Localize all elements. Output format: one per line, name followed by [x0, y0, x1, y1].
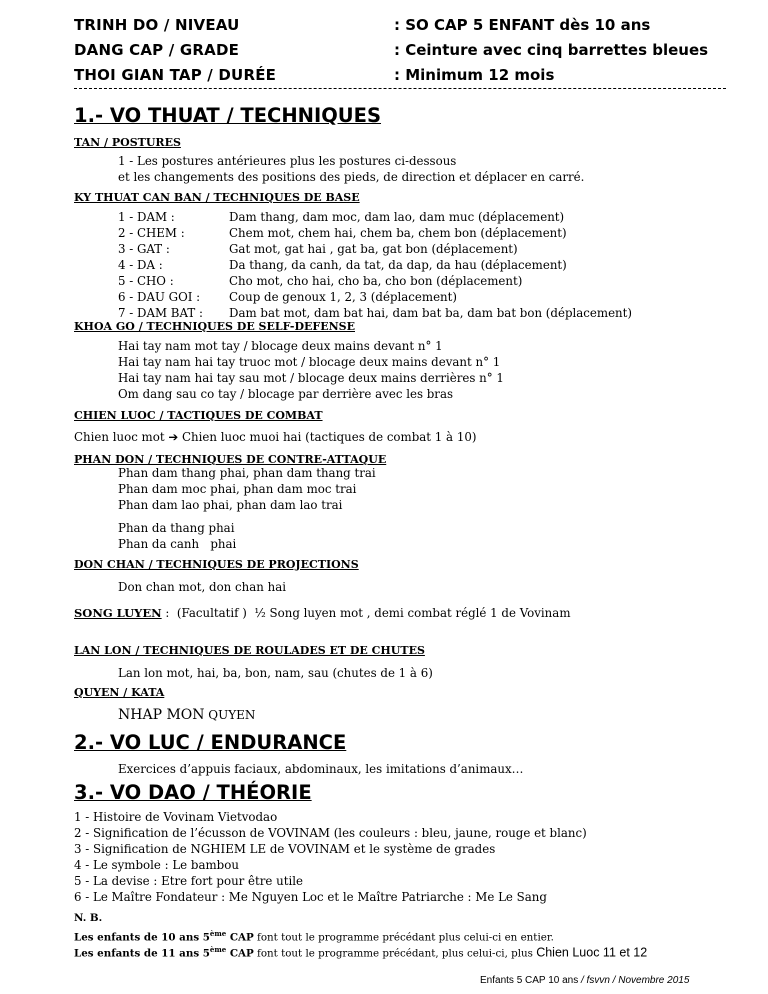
counter-attack-line: Phan da canh phai	[118, 537, 237, 551]
section-title-theory: 3.- VO DAO / THÉORIE	[74, 781, 312, 804]
combat-tactics-line	[74, 430, 476, 446]
technique-name: 4 - DA :	[118, 258, 163, 272]
nb-line-2	[74, 942, 647, 962]
theory-item: 6 - Le Maître Fondateur : Me Nguyen Loc et le Maître Patriarche : Me Le Sang	[74, 890, 547, 904]
self-defense-line: Om dang sau co tay / blocage par derrière avec les bras	[118, 387, 454, 401]
header-value-duration: : Minimum 12 mois	[394, 66, 555, 84]
song-luyen-heading: SONG LUYEN	[74, 606, 162, 620]
theory-item: 3 - Signification de NGHIEM LE de VOVINAM et le système de grades	[74, 842, 496, 856]
technique-name: 5 - CHO :	[118, 274, 174, 288]
nb-label: N. B.	[74, 912, 103, 924]
theory-item: 4 - Le symbole : Le bambou	[74, 858, 239, 872]
nb-line-1-lead: Les enfants de 10 ans 5	[74, 931, 210, 944]
song-luyen-text: : (Facultatif ) ½ Song luyen mot , demi combat réglé 1 de Vovinam	[161, 606, 571, 620]
theory-item: 2 - Signification de l’écusson de VOVINAM (les couleurs : bleu, jaune, rouge et blanc)	[74, 826, 587, 840]
technique-desc: Dam thang, dam moc, dam lao, dam muc (déplacement)	[229, 210, 565, 224]
nb-line-1-sup: ème	[209, 929, 227, 938]
header-label-grade: DANG CAP / GRADE	[74, 41, 240, 59]
footer-title: Enfants 5 CAP 10 ans	[480, 975, 579, 986]
technique-name: 2 - CHEM :	[118, 226, 185, 240]
header-value-level: : SO CAP 5 ENFANT dès 10 ans	[394, 16, 651, 34]
rolls-falls-line: Lan lon mot, hai, ba, bon, nam, sau (chutes de 1 à 6)	[118, 666, 433, 680]
technique-desc: Dam bat mot, dam bat hai, dam bat ba, dam bat bon (déplacement)	[229, 306, 633, 320]
projections-line: Don chan mot, don chan hai	[118, 580, 287, 594]
technique-name: 3 - GAT :	[118, 242, 170, 256]
postures-line-1: 1 - Les postures antérieures plus les postures ci-dessous	[118, 154, 457, 168]
postures-line-2: et les changements des positions des pieds, de direction et déplacer en carré.	[118, 170, 585, 184]
technique-name: 7 - DAM BAT :	[118, 306, 203, 320]
technique-name: 6 - DAU GOI :	[118, 290, 201, 304]
endurance-line: Exercices d’appuis faciaux, abdominaux, les imitations d’animaux…	[118, 762, 524, 776]
technique-desc: Gat mot, gat hai , gat ba, gat bon (déplacement)	[229, 242, 518, 256]
heading-self-defense: KHOA GO / TECHNIQUES DE SELF-DEFENSE	[74, 320, 355, 333]
kata-name: NHAP MON	[118, 707, 205, 723]
heading-combat-tactics: CHIEN LUOC / TACTIQUES DE COMBAT	[74, 409, 323, 422]
header-value-grade: : Ceinture avec cinq barrettes bleues	[394, 41, 709, 59]
heading-counter-attack: PHAN DON / TECHNIQUES DE CONTRE-ATTAQUE	[74, 453, 387, 466]
heading-rolls-falls: LAN LON / TECHNIQUES DE ROULADES ET DE CHUTES	[74, 644, 425, 657]
combat-tactics-start: Chien luoc mot	[74, 430, 165, 444]
heading-kata: QUYEN / KATA	[74, 686, 165, 699]
self-defense-line: Hai tay nam mot tay / blocage deux mains devant n° 1	[118, 339, 443, 353]
theory-item: 5 - La devise : Etre fort pour être utile	[74, 874, 304, 888]
technique-desc: Da thang, da canh, da tat, da dap, da hau (déplacement)	[229, 258, 567, 272]
nb-line-2-sup: ème	[209, 945, 227, 954]
nb-line-2-rest: font tout le programme précédant, plus celui-ci, plus	[253, 947, 537, 960]
arrow-right-icon: ➔	[168, 430, 179, 444]
section-title-techniques: 1.- VO THUAT / TECHNIQUES	[74, 104, 382, 127]
song-luyen-line	[74, 606, 571, 622]
kata-line	[118, 708, 255, 724]
heading-projections: DON CHAN / TECHNIQUES DE PROJECTIONS	[74, 558, 359, 571]
self-defense-line: Hai tay nam hai tay truoc mot / blocage deux mains devant n° 1	[118, 355, 501, 369]
counter-attack-line: Phan da thang phai	[118, 521, 235, 535]
heading-basic-techniques: KY THUAT CAN BAN / TECHNIQUES DE BASE	[74, 191, 360, 204]
theory-item: 1 - Histoire de Vovinam Vietvodao	[74, 810, 278, 824]
nb-line-2-emphasis: Chien Luoc 11 et 12	[536, 945, 648, 960]
counter-attack-line: Phan dam lao phai, phan dam lao trai	[118, 498, 343, 512]
counter-attack-line: Phan dam moc phai, phan dam moc trai	[118, 482, 357, 496]
header-label-duration: THOI GIAN TAP / DURÉE	[74, 66, 277, 84]
technique-desc: Coup de genoux 1, 2, 3 (déplacement)	[229, 290, 458, 304]
footer	[480, 973, 689, 989]
technique-desc: Chem mot, chem hai, chem ba, chem bon (déplacement)	[229, 226, 567, 240]
dashed-divider	[74, 88, 726, 89]
counter-attack-line: Phan dam thang phai, phan dam thang trai	[118, 466, 376, 480]
nb-line-1-rest: font tout le programme précédant plus celui-ci en entier.	[253, 931, 554, 944]
footer-org-date: / fsvvn / Novembre 2015	[578, 975, 690, 986]
technique-desc: Cho mot, cho hai, cho ba, cho bon (déplacement)	[229, 274, 523, 288]
nb-line-2-cap: CAP	[226, 947, 254, 960]
nb-line-2-lead: Les enfants de 11 ans 5	[74, 947, 210, 960]
header-label-level: TRINH DO / NIVEAU	[74, 16, 240, 34]
nb-line-1-cap: CAP	[226, 931, 254, 944]
kata-suffix: QUYEN	[208, 708, 256, 722]
self-defense-line: Hai tay nam hai tay sau mot / blocage deux mains derrières n° 1	[118, 371, 504, 385]
technique-name: 1 - DAM :	[118, 210, 175, 224]
section-title-endurance: 2.- VO LUC / ENDURANCE	[74, 731, 347, 754]
combat-tactics-end: Chien luoc muoi hai (tactiques de combat 1 à 10)	[181, 430, 477, 444]
heading-postures: TAN / POSTURES	[74, 136, 181, 149]
